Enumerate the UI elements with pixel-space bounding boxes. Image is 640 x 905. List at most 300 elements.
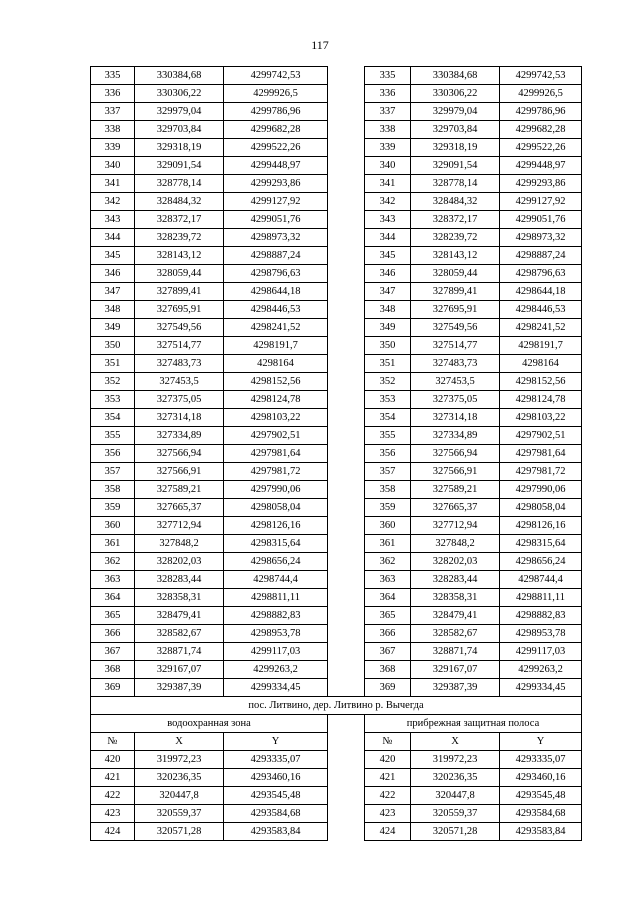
point-number-right: 340: [365, 157, 411, 175]
table-row: [91, 751, 582, 769]
gap-cell: [328, 823, 365, 841]
gap-cell: [328, 715, 365, 733]
x-coordinate-left: 327453,5: [135, 373, 224, 391]
point-number-right: 338: [365, 121, 411, 139]
point-number-right: 349: [365, 319, 411, 337]
point-number-right: 423: [365, 805, 411, 823]
point-number-right: 347: [365, 283, 411, 301]
x-coordinate-right: 329091,54: [411, 157, 500, 175]
y-coordinate-left: 4299786,96: [224, 103, 328, 121]
x-coordinate-left: 329387,39: [135, 679, 224, 697]
gap-cell: [328, 67, 365, 85]
x-coordinate-right: 329387,39: [411, 679, 500, 697]
point-number-left: 346: [91, 265, 135, 283]
gap-cell: [328, 121, 365, 139]
x-coordinate-right: 329703,84: [411, 121, 500, 139]
y-coordinate-left: 4299926,5: [224, 85, 328, 103]
section-title: пос. Литвино, дер. Литвино р. Вычегда: [91, 697, 582, 715]
y-coordinate-right: 4298103,22: [500, 409, 582, 427]
point-number-left: 421: [91, 769, 135, 787]
table-row: [91, 823, 582, 841]
y-coordinate-left: 4298241,52: [224, 319, 328, 337]
y-coordinate-right: 4299682,28: [500, 121, 582, 139]
table-row: [91, 211, 582, 229]
x-coordinate-right: 327566,91: [411, 463, 500, 481]
point-number-right: 350: [365, 337, 411, 355]
point-number-right: 337: [365, 103, 411, 121]
y-coordinate-left: 4299127,92: [224, 193, 328, 211]
point-number-left: 354: [91, 409, 135, 427]
y-coordinate-left: 4299263,2: [224, 661, 328, 679]
y-coordinate-left: 4299293,86: [224, 175, 328, 193]
col-header-number-left: №: [91, 733, 135, 751]
x-coordinate-right: 327665,37: [411, 499, 500, 517]
table-row: [91, 229, 582, 247]
x-coordinate-right: 328358,31: [411, 589, 500, 607]
y-coordinate-left: 4298152,56: [224, 373, 328, 391]
x-coordinate-right: 328059,44: [411, 265, 500, 283]
y-coordinate-right: 4299522,26: [500, 139, 582, 157]
point-number-right: 421: [365, 769, 411, 787]
y-coordinate-right: 4299051,76: [500, 211, 582, 229]
point-number-left: 338: [91, 121, 135, 139]
gap-cell: [328, 499, 365, 517]
point-number-left: 360: [91, 517, 135, 535]
point-number-left: 348: [91, 301, 135, 319]
x-coordinate-right: 320447,8: [411, 787, 500, 805]
gap-cell: [328, 283, 365, 301]
x-coordinate-left: 330384,68: [135, 67, 224, 85]
gap-cell: [328, 391, 365, 409]
y-coordinate-right: 4298164: [500, 355, 582, 373]
gap-cell: [328, 769, 365, 787]
x-coordinate-right: 328484,32: [411, 193, 500, 211]
y-coordinate-left: 4298656,24: [224, 553, 328, 571]
y-coordinate-right: 4299127,92: [500, 193, 582, 211]
left-zone-header: водоохранная зона: [91, 715, 328, 733]
x-coordinate-right: 327375,05: [411, 391, 500, 409]
gap-cell: [328, 625, 365, 643]
y-coordinate-left: 4298973,32: [224, 229, 328, 247]
y-coordinate-left: 4293545,48: [224, 787, 328, 805]
y-coordinate-left: 4297981,64: [224, 445, 328, 463]
x-coordinate-left: 328778,14: [135, 175, 224, 193]
y-coordinate-right: 4299448,97: [500, 157, 582, 175]
table-row: [91, 571, 582, 589]
point-number-right: 356: [365, 445, 411, 463]
point-number-right: 422: [365, 787, 411, 805]
point-number-left: 343: [91, 211, 135, 229]
table-row: [91, 481, 582, 499]
y-coordinate-right: 4298953,78: [500, 625, 582, 643]
point-number-right: 367: [365, 643, 411, 661]
y-coordinate-right: 4299263,2: [500, 661, 582, 679]
block2-body: [91, 751, 582, 841]
y-coordinate-left: 4293460,16: [224, 769, 328, 787]
x-coordinate-left: 329979,04: [135, 103, 224, 121]
y-coordinate-right: 4297990,06: [500, 481, 582, 499]
y-coordinate-left: 4293583,84: [224, 823, 328, 841]
y-coordinate-right: 4293335,07: [500, 751, 582, 769]
y-coordinate-right: 4293584,68: [500, 805, 582, 823]
col-header-x-right: X: [411, 733, 500, 751]
point-number-right: 335: [365, 67, 411, 85]
x-coordinate-right: 327514,77: [411, 337, 500, 355]
gap-cell: [328, 589, 365, 607]
point-number-left: 369: [91, 679, 135, 697]
table-row: [91, 175, 582, 193]
point-number-right: 342: [365, 193, 411, 211]
block2-header: [91, 697, 582, 751]
y-coordinate-right: 4298887,24: [500, 247, 582, 265]
x-coordinate-left: 327566,94: [135, 445, 224, 463]
y-coordinate-right: 4293583,84: [500, 823, 582, 841]
x-coordinate-left: 328283,44: [135, 571, 224, 589]
x-coordinate-right: 328778,14: [411, 175, 500, 193]
x-coordinate-left: 329091,54: [135, 157, 224, 175]
point-number-left: 362: [91, 553, 135, 571]
y-coordinate-left: 4297902,51: [224, 427, 328, 445]
point-number-left: 366: [91, 625, 135, 643]
y-coordinate-right: 4299926,5: [500, 85, 582, 103]
point-number-right: 360: [365, 517, 411, 535]
gap-cell: [328, 661, 365, 679]
y-coordinate-right: 4298058,04: [500, 499, 582, 517]
x-coordinate-left: 319972,23: [135, 751, 224, 769]
gap-cell: [328, 355, 365, 373]
x-coordinate-right: 327483,73: [411, 355, 500, 373]
y-coordinate-right: 4297902,51: [500, 427, 582, 445]
x-coordinate-left: 327483,73: [135, 355, 224, 373]
table-row: [91, 139, 582, 157]
x-coordinate-left: 329167,07: [135, 661, 224, 679]
point-number-left: 347: [91, 283, 135, 301]
point-number-right: 343: [365, 211, 411, 229]
y-coordinate-left: 4298103,22: [224, 409, 328, 427]
point-number-left: 358: [91, 481, 135, 499]
gap-cell: [328, 337, 365, 355]
table-row: [91, 643, 582, 661]
table-row: [91, 157, 582, 175]
col-header-y-right: Y: [500, 733, 582, 751]
table-row: [91, 769, 582, 787]
table-row: [91, 535, 582, 553]
y-coordinate-right: 4298126,16: [500, 517, 582, 535]
x-coordinate-right: 328582,67: [411, 625, 500, 643]
y-coordinate-right: 4298446,53: [500, 301, 582, 319]
x-coordinate-left: 328358,31: [135, 589, 224, 607]
x-coordinate-left: 329318,19: [135, 139, 224, 157]
gap-cell: [328, 553, 365, 571]
point-number-right: 364: [365, 589, 411, 607]
x-coordinate-left: 327334,89: [135, 427, 224, 445]
x-coordinate-left: 328202,03: [135, 553, 224, 571]
x-coordinate-left: 320236,35: [135, 769, 224, 787]
table-row: [91, 787, 582, 805]
gap-cell: [328, 175, 365, 193]
gap-cell: [328, 265, 365, 283]
point-number-left: 367: [91, 643, 135, 661]
table-row: [91, 805, 582, 823]
y-coordinate-left: 4299682,28: [224, 121, 328, 139]
point-number-right: 357: [365, 463, 411, 481]
y-coordinate-right: 4298882,83: [500, 607, 582, 625]
gap-cell: [328, 805, 365, 823]
point-number-right: 368: [365, 661, 411, 679]
x-coordinate-left: 320571,28: [135, 823, 224, 841]
point-number-right: 359: [365, 499, 411, 517]
y-coordinate-left: 4298126,16: [224, 517, 328, 535]
point-number-right: 344: [365, 229, 411, 247]
gap-cell: [328, 679, 365, 697]
x-coordinate-right: 327334,89: [411, 427, 500, 445]
y-coordinate-left: 4297981,72: [224, 463, 328, 481]
coordinates-table: [90, 66, 582, 841]
y-coordinate-right: 4298744,4: [500, 571, 582, 589]
x-coordinate-left: 328871,74: [135, 643, 224, 661]
right-zone-header: прибрежная защитная полоса: [365, 715, 582, 733]
y-coordinate-left: 4298644,18: [224, 283, 328, 301]
table-row: [91, 355, 582, 373]
col-header-number-right: №: [365, 733, 411, 751]
y-coordinate-left: 4298191,7: [224, 337, 328, 355]
y-coordinate-left: 4293584,68: [224, 805, 328, 823]
point-number-left: 341: [91, 175, 135, 193]
table-row: [91, 499, 582, 517]
x-coordinate-left: 320559,37: [135, 805, 224, 823]
y-coordinate-left: 4298811,11: [224, 589, 328, 607]
y-coordinate-right: 4298796,63: [500, 265, 582, 283]
gap-cell: [328, 427, 365, 445]
x-coordinate-right: 328372,17: [411, 211, 500, 229]
x-coordinate-left: 327695,91: [135, 301, 224, 319]
table-row: [91, 121, 582, 139]
x-coordinate-right: 320559,37: [411, 805, 500, 823]
y-coordinate-left: 4298796,63: [224, 265, 328, 283]
point-number-left: 424: [91, 823, 135, 841]
gap-cell: [328, 373, 365, 391]
gap-cell: [328, 535, 365, 553]
point-number-left: 337: [91, 103, 135, 121]
point-number-right: 420: [365, 751, 411, 769]
y-coordinate-left: 4298887,24: [224, 247, 328, 265]
gap-cell: [328, 139, 365, 157]
table-row: [91, 85, 582, 103]
point-number-left: 355: [91, 427, 135, 445]
gap-cell: [328, 85, 365, 103]
point-number-right: 366: [365, 625, 411, 643]
point-number-left: 345: [91, 247, 135, 265]
gap-cell: [328, 751, 365, 769]
point-number-left: 357: [91, 463, 135, 481]
y-coordinate-right: 4297981,64: [500, 445, 582, 463]
gap-cell: [328, 193, 365, 211]
x-coordinate-right: 327589,21: [411, 481, 500, 499]
x-coordinate-right: 329979,04: [411, 103, 500, 121]
point-number-right: 339: [365, 139, 411, 157]
point-number-right: 363: [365, 571, 411, 589]
y-coordinate-left: 4298446,53: [224, 301, 328, 319]
y-coordinate-right: 4299786,96: [500, 103, 582, 121]
x-coordinate-right: 327712,94: [411, 517, 500, 535]
x-coordinate-left: 320447,8: [135, 787, 224, 805]
y-coordinate-left: 4299742,53: [224, 67, 328, 85]
point-number-left: 351: [91, 355, 135, 373]
x-coordinate-left: 328143,12: [135, 247, 224, 265]
gap-cell: [328, 481, 365, 499]
x-coordinate-left: 328059,44: [135, 265, 224, 283]
x-coordinate-left: 327514,77: [135, 337, 224, 355]
x-coordinate-left: 328239,72: [135, 229, 224, 247]
x-coordinate-left: 328479,41: [135, 607, 224, 625]
y-coordinate-left: 4297990,06: [224, 481, 328, 499]
y-coordinate-right: 4293545,48: [500, 787, 582, 805]
y-coordinate-left: 4298744,4: [224, 571, 328, 589]
y-coordinate-left: 4298882,83: [224, 607, 328, 625]
gap-cell: [328, 733, 365, 751]
y-coordinate-right: 4298656,24: [500, 553, 582, 571]
x-coordinate-right: 329167,07: [411, 661, 500, 679]
gap-cell: [328, 157, 365, 175]
point-number-left: 420: [91, 751, 135, 769]
x-coordinate-right: 327566,94: [411, 445, 500, 463]
y-coordinate-left: 4299522,26: [224, 139, 328, 157]
point-number-left: 352: [91, 373, 135, 391]
gap-cell: [328, 301, 365, 319]
x-coordinate-right: 327549,56: [411, 319, 500, 337]
point-number-right: 346: [365, 265, 411, 283]
point-number-right: 336: [365, 85, 411, 103]
x-coordinate-right: 327453,5: [411, 373, 500, 391]
gap-cell: [328, 409, 365, 427]
x-coordinate-right: 320236,35: [411, 769, 500, 787]
gap-cell: [328, 571, 365, 589]
y-coordinate-right: 4298124,78: [500, 391, 582, 409]
y-coordinate-right: 4298191,7: [500, 337, 582, 355]
x-coordinate-right: 327899,41: [411, 283, 500, 301]
x-coordinate-right: 329318,19: [411, 139, 500, 157]
table-row: [91, 337, 582, 355]
point-number-left: 335: [91, 67, 135, 85]
point-number-left: 356: [91, 445, 135, 463]
gap-cell: [328, 319, 365, 337]
point-number-right: 354: [365, 409, 411, 427]
y-coordinate-right: 4293460,16: [500, 769, 582, 787]
x-coordinate-right: 330384,68: [411, 67, 500, 85]
point-number-right: 424: [365, 823, 411, 841]
point-number-left: 363: [91, 571, 135, 589]
x-coordinate-right: 320571,28: [411, 823, 500, 841]
y-coordinate-left: 4298315,64: [224, 535, 328, 553]
table-row: [91, 67, 582, 85]
x-coordinate-left: 327665,37: [135, 499, 224, 517]
point-number-left: 339: [91, 139, 135, 157]
point-number-left: 368: [91, 661, 135, 679]
x-coordinate-left: 327566,91: [135, 463, 224, 481]
table-row: [91, 247, 582, 265]
y-coordinate-left: 4299448,97: [224, 157, 328, 175]
table-row: [91, 589, 582, 607]
y-coordinate-left: 4298164: [224, 355, 328, 373]
y-coordinate-right: 4299293,86: [500, 175, 582, 193]
table-row: [91, 265, 582, 283]
x-coordinate-left: 327549,56: [135, 319, 224, 337]
table-row: [91, 463, 582, 481]
point-number-right: 361: [365, 535, 411, 553]
point-number-right: 353: [365, 391, 411, 409]
x-coordinate-left: 328372,17: [135, 211, 224, 229]
x-coordinate-left: 329703,84: [135, 121, 224, 139]
col-header-x-left: X: [135, 733, 224, 751]
x-coordinate-left: 327375,05: [135, 391, 224, 409]
point-number-right: 345: [365, 247, 411, 265]
table-row: [91, 301, 582, 319]
y-coordinate-right: 4297981,72: [500, 463, 582, 481]
table-row: [91, 625, 582, 643]
gap-cell: [328, 247, 365, 265]
table-row: [91, 193, 582, 211]
x-coordinate-left: 327899,41: [135, 283, 224, 301]
table-row: [91, 103, 582, 121]
table-row: [91, 409, 582, 427]
point-number-left: 342: [91, 193, 135, 211]
table-row: [91, 373, 582, 391]
y-coordinate-right: 4299742,53: [500, 67, 582, 85]
point-number-left: 364: [91, 589, 135, 607]
x-coordinate-right: 327848,2: [411, 535, 500, 553]
gap-cell: [328, 463, 365, 481]
gap-cell: [328, 103, 365, 121]
point-number-right: 355: [365, 427, 411, 445]
y-coordinate-right: 4298152,56: [500, 373, 582, 391]
point-number-right: 365: [365, 607, 411, 625]
point-number-right: 351: [365, 355, 411, 373]
point-number-left: 361: [91, 535, 135, 553]
table-row: [91, 427, 582, 445]
y-coordinate-left: 4299334,45: [224, 679, 328, 697]
point-number-left: 340: [91, 157, 135, 175]
point-number-left: 359: [91, 499, 135, 517]
point-number-left: 365: [91, 607, 135, 625]
gap-cell: [328, 229, 365, 247]
table-row: [91, 553, 582, 571]
table-row: [91, 391, 582, 409]
gap-cell: [328, 211, 365, 229]
point-number-left: 350: [91, 337, 135, 355]
point-number-right: 341: [365, 175, 411, 193]
x-coordinate-left: 327314,18: [135, 409, 224, 427]
x-coordinate-left: 327589,21: [135, 481, 224, 499]
x-coordinate-left: 330306,22: [135, 85, 224, 103]
table-row: [91, 319, 582, 337]
y-coordinate-right: 4299334,45: [500, 679, 582, 697]
point-number-left: 423: [91, 805, 135, 823]
table-row: [91, 283, 582, 301]
point-number-right: 358: [365, 481, 411, 499]
table-row: [91, 679, 582, 697]
y-coordinate-right: 4298241,52: [500, 319, 582, 337]
gap-cell: [328, 787, 365, 805]
gap-cell: [328, 445, 365, 463]
point-number-left: 336: [91, 85, 135, 103]
page-number: 117: [311, 38, 329, 52]
table-row: [91, 607, 582, 625]
y-coordinate-left: 4299051,76: [224, 211, 328, 229]
y-coordinate-left: 4293335,07: [224, 751, 328, 769]
y-coordinate-right: 4298315,64: [500, 535, 582, 553]
point-number-right: 348: [365, 301, 411, 319]
gap-cell: [328, 607, 365, 625]
